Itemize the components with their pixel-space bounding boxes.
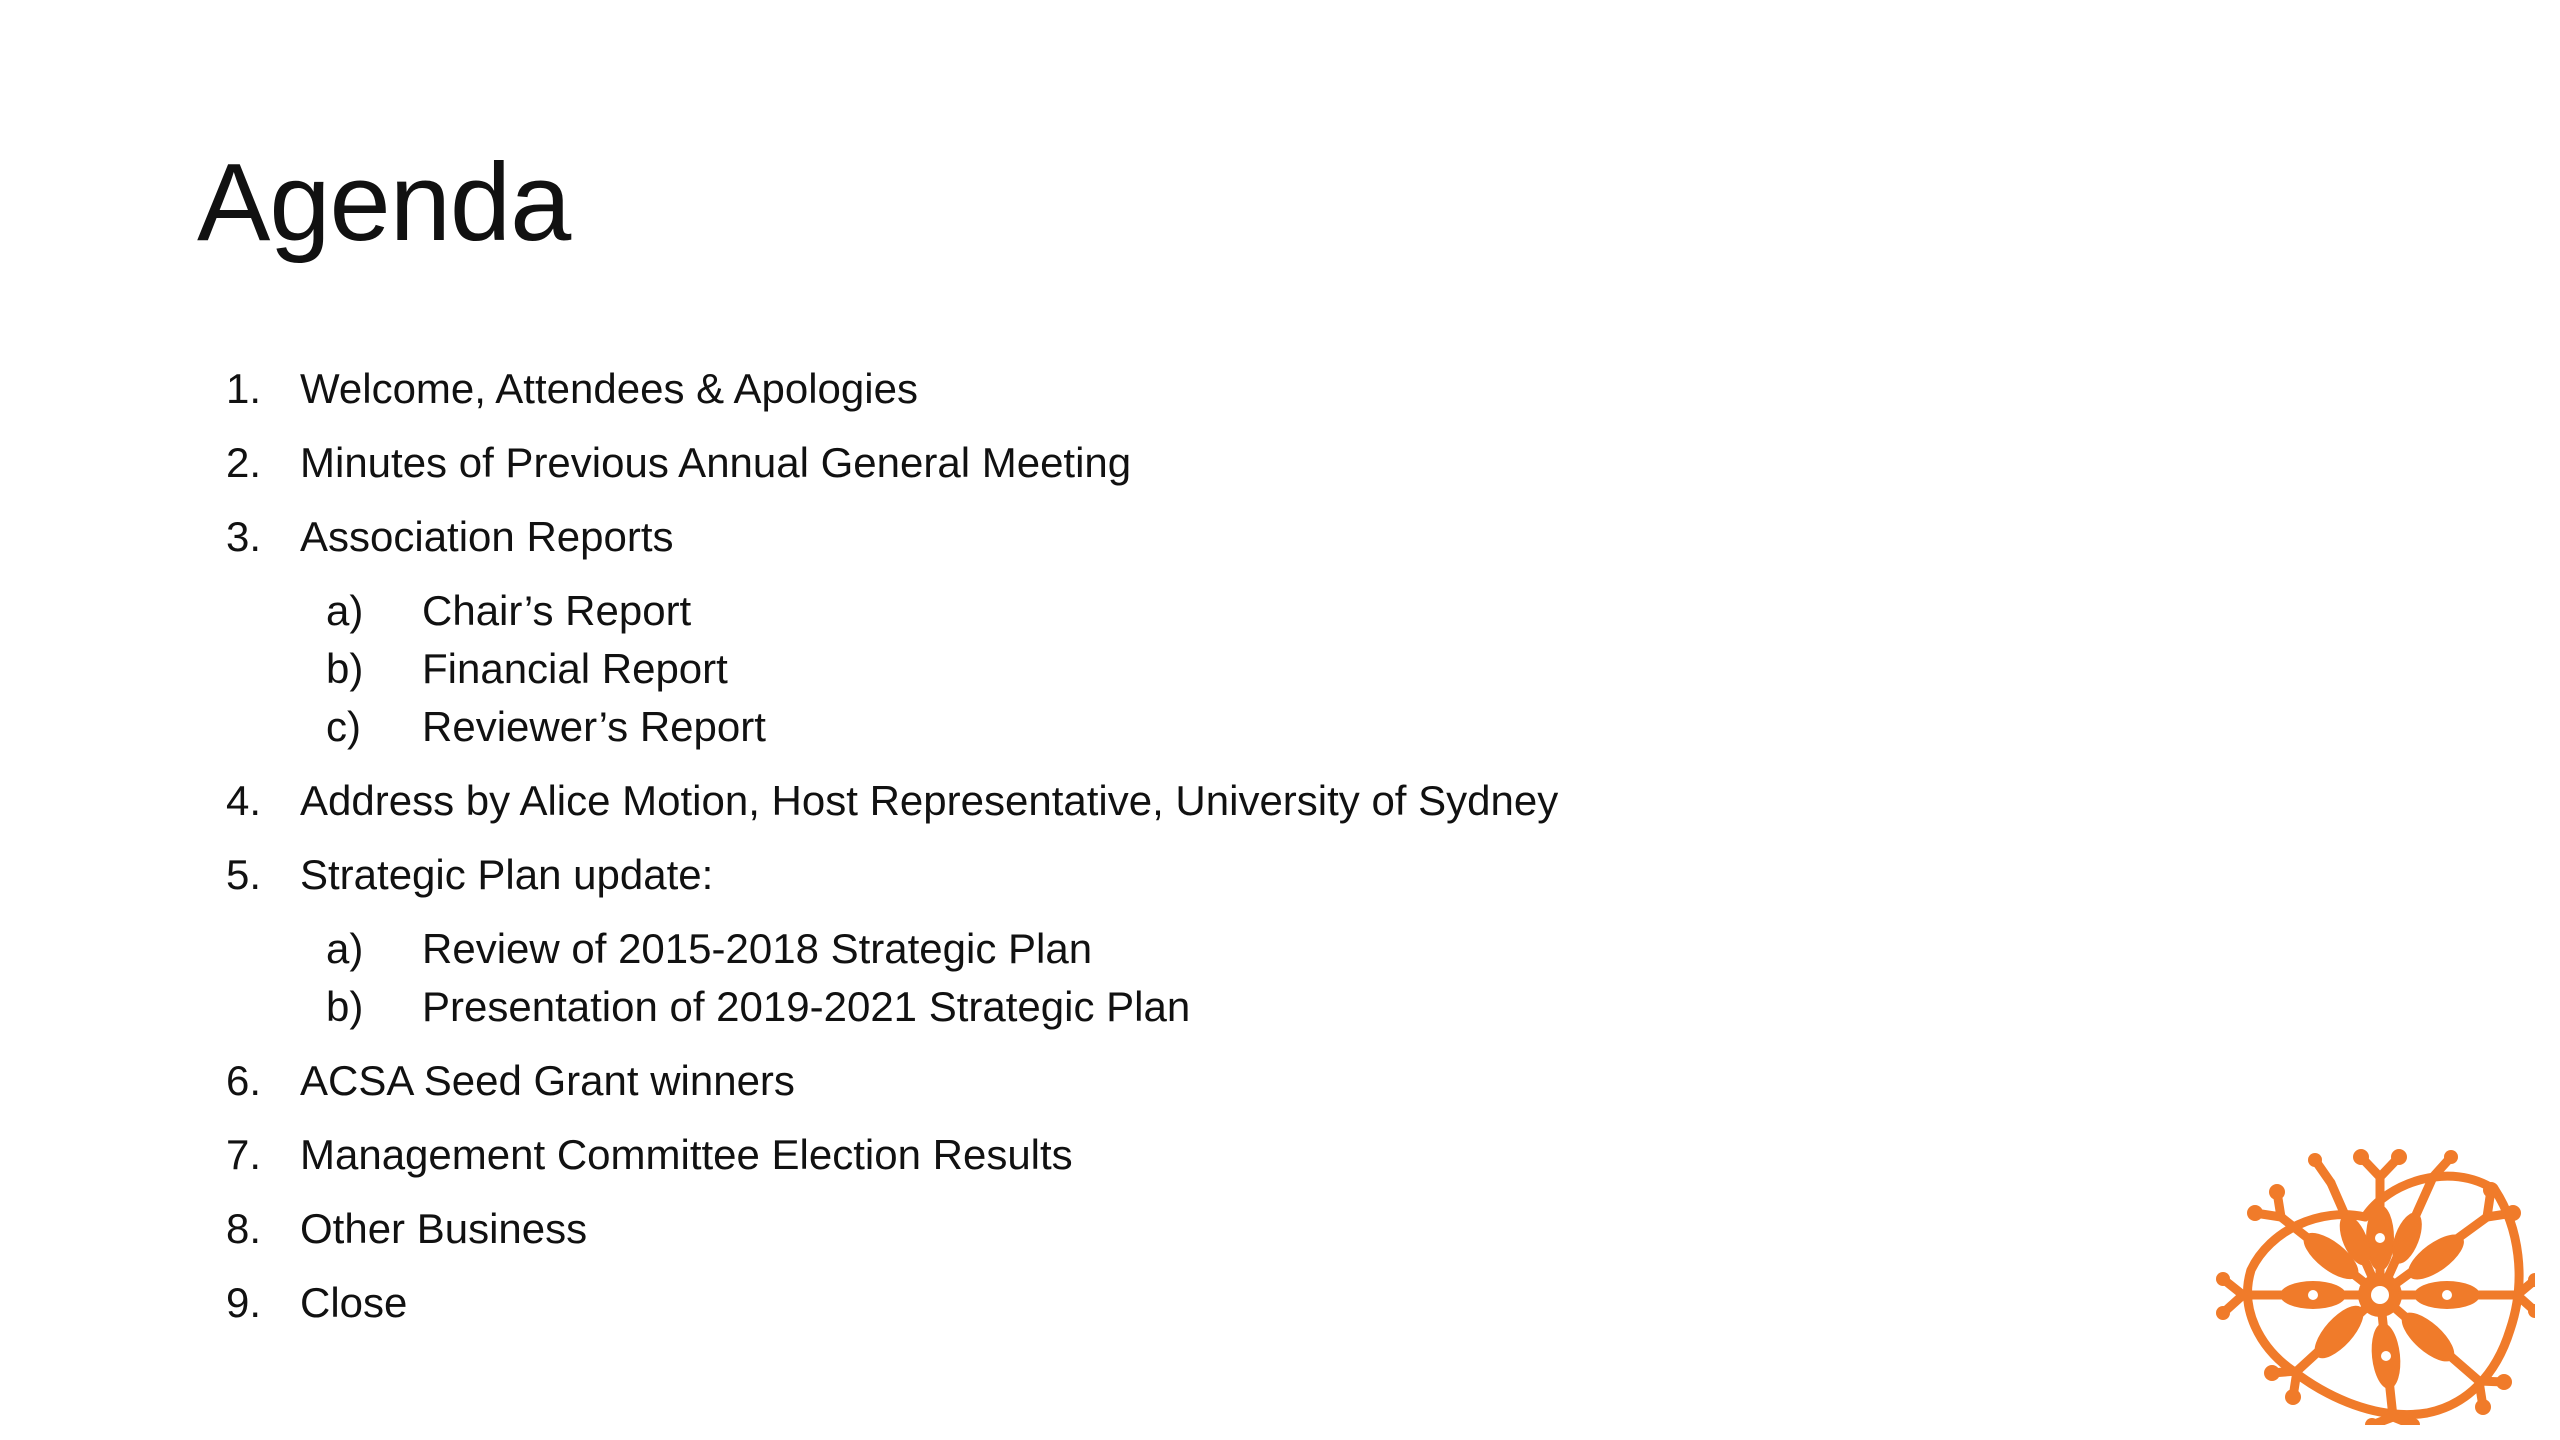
agenda-item-8 [226,1203,587,1255]
item-text: Other Business [300,1205,588,1252]
item-number: 7. [226,1131,262,1178]
subitem-letter: a) [326,587,364,634]
subitem-text: Reviewer’s Report [422,703,766,750]
orange-flower-map-logo-icon [2215,1135,2535,1425]
item-text: Management Committee Election Results [300,1131,1073,1178]
item-text: ACSA Seed Grant winners [300,1057,795,1104]
item-number: 1. [226,365,262,412]
subitem-text: Financial Report [422,645,728,692]
agenda-item-5 [226,849,713,901]
subitem-text: Review of 2015-2018 Strategic Plan [422,925,1093,972]
subitem-letter: b) [326,645,364,692]
item-text: Association Reports [300,513,674,560]
item-number: 2. [226,439,262,486]
agenda-subitem-3c [326,701,766,753]
item-text: Welcome, Attendees & Apologies [300,365,918,412]
item-text: Minutes of Previous Annual General Meeting [300,439,1132,486]
subitem-letter: c) [326,703,361,750]
item-number: 8. [226,1205,262,1252]
item-text: Address by Alice Motion, Host Representative, University of Sydney [300,777,1559,824]
agenda-item-2 [226,437,1131,489]
agenda-subitem-3b [326,643,728,695]
subitem-text: Chair’s Report [422,587,692,634]
agenda-subitem-5a [326,923,1092,975]
agenda-item-9 [226,1277,407,1329]
item-number: 9. [226,1279,262,1326]
subitem-letter: a) [326,925,364,972]
subitem-text: Presentation of 2019-2021 Strategic Plan [422,983,1191,1030]
agenda-subitem-3a [326,585,691,637]
agenda-item-6 [226,1055,795,1107]
agenda-item-4 [226,775,1558,827]
agenda-item-1 [226,363,918,415]
agenda-subitem-5b [326,981,1190,1033]
slide-title: Agenda [197,141,571,264]
agenda-item-7 [226,1129,1073,1181]
item-number: 4. [226,777,262,824]
item-text: Close [300,1279,408,1326]
agenda-item-3 [226,511,674,563]
item-number: 3. [226,513,262,560]
item-number: 6. [226,1057,262,1104]
item-number: 5. [226,851,262,898]
item-text: Strategic Plan update: [300,851,714,898]
subitem-letter: b) [326,983,364,1030]
